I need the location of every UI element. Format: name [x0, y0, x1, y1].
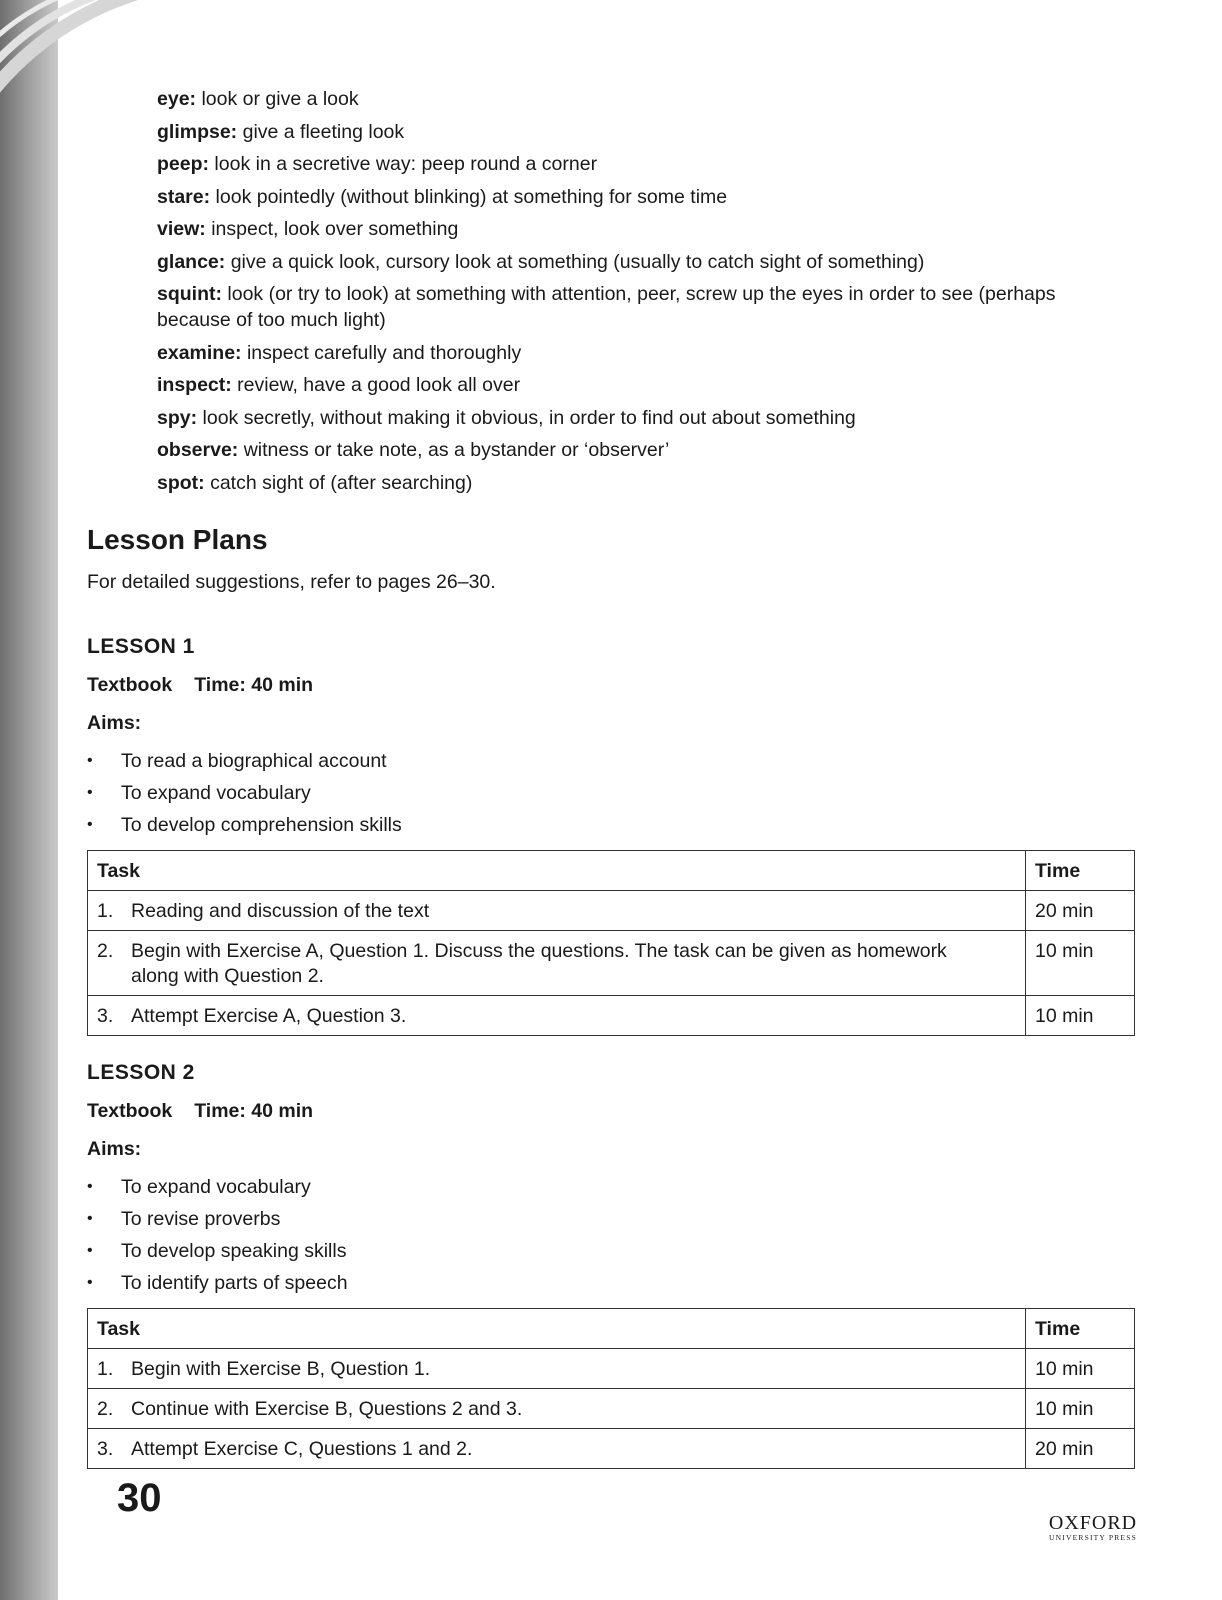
definition-text: inspect carefully and thoroughly: [241, 341, 522, 364]
time-column-header: Time: [1026, 851, 1135, 891]
bullet-icon: •: [87, 1178, 93, 1195]
definition-item: [157, 405, 1087, 431]
time-cell: 10 min: [1026, 1389, 1135, 1429]
publisher-subname: UNIVERSITY PRESS: [1049, 1533, 1137, 1542]
table-row: [88, 931, 1135, 996]
task-text: Begin with Exercise A, Question 1. Discuss the questions. The task can be given as homework along with Question 2.: [131, 940, 947, 987]
time-cell: 10 min: [1026, 931, 1135, 996]
aim-item: [87, 748, 1135, 780]
lesson-block: [87, 1058, 1135, 1469]
lesson-heading: LESSON 2: [87, 1061, 195, 1084]
definition-text: look secretly, without making it obvious, in order to find out about something: [197, 406, 856, 429]
definition-text: inspect, look over something: [205, 218, 459, 240]
aim-item: [87, 812, 1135, 844]
aim-item: [87, 1174, 1135, 1206]
definition-term: observe:: [157, 439, 239, 461]
definition-item: [157, 249, 1087, 275]
definition-item: [157, 470, 1087, 496]
table-row: [88, 1429, 1135, 1469]
aim-text: To revise proverbs: [121, 1208, 281, 1230]
bullet-icon: •: [87, 816, 93, 833]
definition-term: peep:: [157, 153, 210, 175]
task-text: Reading and discussion of the text: [131, 900, 430, 922]
table-row: [88, 996, 1135, 1036]
aim-item: [87, 1270, 1135, 1302]
definition-term: examine:: [157, 341, 242, 364]
definition-item: [157, 216, 1087, 242]
definition-text: look (or try to look) at something with attention, peer, screw up the eyes in order to see (perhaps because of too much light): [157, 283, 1056, 331]
lesson-meta: [87, 672, 1135, 710]
time-cell: 10 min: [1026, 996, 1135, 1036]
time-cell: 20 min: [1026, 891, 1135, 931]
lesson-time: Time: 40 min: [194, 1100, 314, 1122]
task-text: Attempt Exercise A, Question 3.: [131, 1005, 407, 1027]
definition-term: glimpse:: [157, 120, 238, 143]
definition-term: squint:: [157, 283, 222, 305]
task-text: Attempt Exercise C, Questions 1 and 2.: [131, 1438, 473, 1460]
aim-item: [87, 1206, 1135, 1238]
aim-text: To expand vocabulary: [121, 1176, 311, 1198]
aim-text: To develop comprehension skills: [121, 814, 402, 836]
aim-text: To identify parts of speech: [121, 1272, 348, 1294]
table-row: [88, 1349, 1135, 1389]
aim-item: [87, 1238, 1135, 1270]
task-cell: [88, 931, 1026, 996]
section-title: Lesson Plans: [87, 524, 268, 555]
bullet-icon: •: [87, 1274, 93, 1291]
definition-text: give a fleeting look: [237, 120, 405, 143]
aims-list: [87, 1174, 1135, 1302]
task-number: 3.: [97, 1438, 114, 1460]
bullet-icon: •: [87, 1210, 93, 1227]
task-cell: [88, 996, 1026, 1036]
definition-text: witness or take note, as a bystander or ‘observer’: [238, 439, 670, 461]
task-table: [87, 850, 1135, 1036]
task-text: Begin with Exercise B, Question 1.: [131, 1358, 431, 1380]
table-row: [88, 891, 1135, 931]
definition-item: [157, 281, 1087, 333]
lesson-source: Textbook: [87, 1100, 173, 1122]
definition-text: give a quick look, cursory look at something (usually to catch sight of something): [225, 250, 925, 273]
lesson-source: Textbook: [87, 674, 173, 696]
bullet-icon: •: [87, 1242, 93, 1259]
publisher-logo: [1046, 1513, 1140, 1543]
bullet-icon: •: [87, 784, 93, 801]
definitions-list: [157, 86, 1087, 502]
lesson-meta: [87, 1098, 1135, 1136]
publisher-name: OXFORD: [1048, 1512, 1138, 1534]
task-number: 3.: [97, 1005, 114, 1027]
task-column-header: Task: [88, 851, 1026, 891]
task-cell: [88, 1429, 1026, 1469]
definition-text: review, have a good look all over: [231, 374, 521, 396]
definition-item: [157, 437, 1087, 463]
time-cell: 20 min: [1026, 1429, 1135, 1469]
definition-text: look pointedly (without blinking) at something for some time: [210, 185, 728, 208]
task-cell: [88, 1349, 1026, 1389]
definition-term: eye:: [157, 88, 197, 110]
task-cell: [88, 1389, 1026, 1429]
aim-text: To expand vocabulary: [121, 782, 311, 804]
aims-label: Aims:: [87, 1138, 142, 1160]
task-number: 2.: [97, 1398, 114, 1420]
aims-list: [87, 748, 1135, 844]
definition-term: spy:: [157, 406, 198, 429]
task-text: Continue with Exercise B, Questions 2 and 3.: [131, 1398, 523, 1420]
task-number: 2.: [97, 940, 114, 962]
time-column-header: Time: [1026, 1309, 1135, 1349]
definition-item: [157, 119, 1087, 145]
definition-term: stare:: [157, 185, 211, 208]
definition-term: view:: [157, 218, 206, 240]
definition-term: spot:: [157, 471, 205, 494]
definition-term: glance:: [157, 250, 226, 273]
aim-text: To read a biographical account: [121, 750, 387, 772]
section-intro: For detailed suggestions, refer to pages 26–30.: [87, 571, 496, 593]
time-cell: 10 min: [1026, 1349, 1135, 1389]
definition-item: [157, 372, 1087, 398]
aim-text: To develop speaking skills: [121, 1240, 347, 1262]
definition-text: look or give a look: [196, 88, 359, 110]
definition-item: [157, 340, 1087, 366]
definition-item: [157, 184, 1087, 210]
definition-term: inspect:: [157, 374, 232, 396]
task-number: 1.: [97, 1358, 114, 1380]
definition-item: [157, 151, 1087, 177]
table-header-row: [88, 851, 1135, 891]
table-header-row: [88, 1309, 1135, 1349]
definition-text: catch sight of (after searching): [204, 471, 473, 494]
lesson-time: Time: 40 min: [194, 674, 314, 696]
task-cell: [88, 891, 1026, 931]
task-column-header: Task: [88, 1309, 1026, 1349]
definition-text: look in a secretive way: peep round a corner: [209, 153, 598, 175]
aim-item: [87, 780, 1135, 812]
task-number: 1.: [97, 900, 114, 922]
lesson-block: [87, 632, 1135, 1036]
task-table: [87, 1308, 1135, 1469]
lesson-heading: LESSON 1: [87, 635, 195, 658]
definition-item: [157, 86, 1087, 112]
table-row: [88, 1389, 1135, 1429]
bullet-icon: •: [87, 752, 93, 769]
aims-label: Aims:: [87, 712, 142, 734]
page-number: 30: [117, 1476, 162, 1520]
